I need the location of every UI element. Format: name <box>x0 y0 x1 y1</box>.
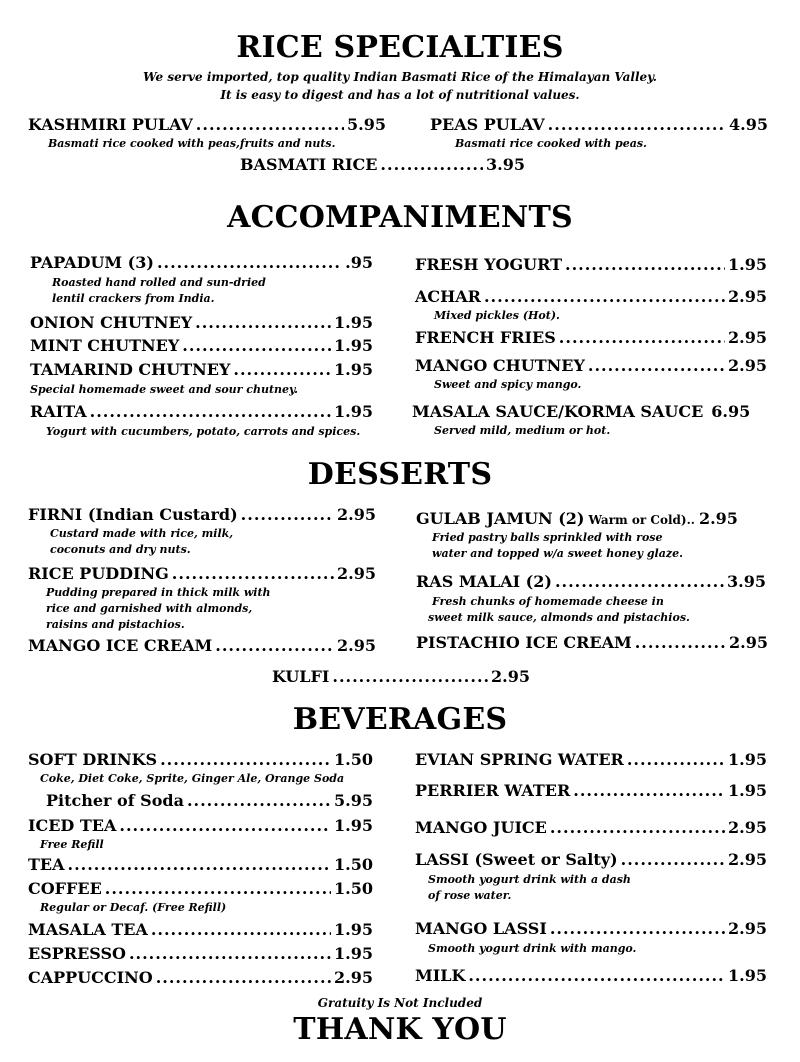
item-price: 1.95 <box>334 313 373 332</box>
item-price: .95 <box>345 253 373 272</box>
item-name: ESPRESSO <box>28 944 126 963</box>
thank-you-heading: THANK YOU <box>293 1012 507 1047</box>
item-description: of rose water. <box>428 889 512 902</box>
menu-item-gulab-jamun <box>416 509 766 528</box>
item-name: KASHMIRI PULAV <box>28 115 193 134</box>
desserts-title: DESSERTS <box>307 457 493 492</box>
rice-subtitle-1: We serve imported, top quality Indian Basmati Rice of the Himalayan Valley. <box>143 70 657 84</box>
gratuity-note: Gratuity Is Not Included <box>317 996 483 1010</box>
item-name: CAPPUCCINO <box>28 968 153 987</box>
menu-item-mango-juice <box>415 818 767 837</box>
menu-item-fresh-yogurt <box>415 255 767 274</box>
menu-item-masala-tea <box>28 920 373 939</box>
item-name: MANGO CHUTNEY <box>415 356 585 375</box>
menu-item-pitcher-of-soda <box>46 791 373 810</box>
item-description: sweet milk sauce, almonds and pistachios. <box>428 611 690 624</box>
item-name: MINT CHUTNEY <box>30 336 180 355</box>
item-price: 1.95 <box>728 966 767 985</box>
item-name: SOFT DRINKS <box>28 750 158 769</box>
item-price: 1.95 <box>334 920 373 939</box>
item-name: PERRIER WATER <box>415 781 571 800</box>
item-price: 1.50 <box>334 750 373 769</box>
item-price: 1.95 <box>334 336 373 355</box>
item-description: Mixed pickles (Hot). <box>434 309 560 322</box>
item-description: Free Refill <box>40 838 104 851</box>
menu-item-cappuccino <box>28 968 373 987</box>
item-price: 1.50 <box>334 879 373 898</box>
item-price: 2.95 <box>728 328 767 347</box>
menu-item-ras-malai <box>416 572 766 591</box>
menu-item-onion-chutney <box>30 313 373 332</box>
menu-item-raita <box>30 402 373 421</box>
item-note: Warm or Cold).. <box>588 513 695 527</box>
menu-item-mango-chutney <box>415 356 767 375</box>
menu-item-espresso <box>28 944 373 963</box>
menu-item-milk <box>415 966 767 985</box>
item-name: RICE PUDDING <box>28 564 169 583</box>
item-description: rice and garnished with almonds, <box>46 602 253 615</box>
item-name: TAMARIND CHUTNEY <box>30 360 231 379</box>
item-description: Fresh chunks of homemade cheese in <box>432 595 664 608</box>
rice-title: RICE SPECIALTIES <box>236 30 564 65</box>
menu-item-perrier <box>415 781 767 800</box>
item-name: MANGO JUICE <box>415 818 547 837</box>
item-description: Smooth yogurt drink with a dash <box>428 873 631 886</box>
item-price: 3.95 <box>727 572 766 591</box>
item-name: MILK <box>415 966 466 985</box>
item-name: KULFI <box>272 667 330 686</box>
item-price: 4.95 <box>729 115 768 134</box>
item-name: FIRNI (Indian Custard) <box>28 505 238 524</box>
menu-item-evian <box>415 750 767 769</box>
item-price: 2.95 <box>728 287 767 306</box>
item-price: 5.95 <box>347 115 386 134</box>
menu-item-kashmiri-pulav <box>28 115 386 134</box>
item-description: Roasted hand rolled and sun-dried <box>52 276 266 289</box>
menu-item-papadum <box>30 253 373 272</box>
item-price: 2.95 <box>337 636 376 655</box>
item-price: 2.95 <box>728 919 767 938</box>
item-description: lentil crackers from India. <box>52 292 215 305</box>
accompaniments-title: ACCOMPANIMENTS <box>227 200 573 235</box>
item-name: PISTACHIO ICE CREAM <box>416 633 632 652</box>
item-price: 1.95 <box>334 944 373 963</box>
item-price: 1.95 <box>334 402 373 421</box>
item-description: Fried pastry balls sprinkled with rose <box>432 531 663 544</box>
item-description: Special homemade sweet and sour chutney. <box>30 383 299 396</box>
item-name: GULAB JAMUN (2) <box>416 509 585 528</box>
menu-item-peas-pulav <box>430 115 768 134</box>
item-name: COFFEE <box>28 879 102 898</box>
item-price: 3.95 <box>486 155 525 174</box>
item-name: PEAS PULAV <box>430 115 545 134</box>
item-description: Pudding prepared in thick milk with <box>46 586 271 599</box>
item-description: coconuts and dry nuts. <box>50 543 191 556</box>
item-name: ICED TEA <box>28 816 117 835</box>
item-price: 2.95 <box>334 968 373 987</box>
item-name: MANGO LASSI <box>415 919 547 938</box>
item-description: Coke, Diet Coke, Sprite, Ginger Ale, Orange Soda <box>40 772 345 785</box>
item-price: 1.95 <box>334 816 373 835</box>
item-price: 2.95 <box>491 667 530 686</box>
item-name: ACHAR <box>415 287 481 306</box>
item-name: LASSI (Sweet or Salty) <box>415 850 618 869</box>
menu-item-kulfi <box>272 667 530 686</box>
menu-item-tamarind-chutney <box>30 360 373 379</box>
menu-item-french-fries <box>415 328 767 347</box>
item-price: 1.95 <box>728 781 767 800</box>
menu-item-mint-chutney <box>30 336 373 355</box>
item-description: Basmati rice cooked with peas,fruits and nuts. <box>48 137 336 150</box>
menu-item-mango-lassi <box>415 919 767 938</box>
item-name: MASALA SAUCE/KORMA SAUCE <box>412 402 704 421</box>
menu-item-soft-drinks <box>28 750 373 769</box>
item-price: 2.95 <box>728 356 767 375</box>
item-description: Custard made with rice, milk, <box>50 527 234 540</box>
menu-item-masala-sauce <box>412 402 769 421</box>
item-price: 2.95 <box>698 509 738 528</box>
item-price: 2.95 <box>337 505 376 524</box>
item-price: 1.50 <box>334 855 373 874</box>
item-name: RAS MALAI (2) <box>416 572 552 591</box>
menu-item-tea <box>28 855 373 874</box>
beverages-title: BEVERAGES <box>292 702 508 737</box>
item-name: Pitcher of Soda <box>46 791 184 810</box>
item-description: Smooth yogurt drink with mango. <box>428 942 637 955</box>
item-price: 2.95 <box>728 818 767 837</box>
item-name: TEA <box>28 855 65 874</box>
item-name: RAITA <box>30 402 87 421</box>
item-description: water and topped w/a sweet honey glaze. <box>432 547 683 560</box>
menu-item-firni <box>28 505 376 524</box>
item-price: 1.95 <box>728 255 767 274</box>
item-name: PAPADUM (3) <box>30 253 154 272</box>
menu-item-rice-pudding <box>28 564 376 583</box>
item-price: 6.95 <box>711 402 751 421</box>
item-name: FRESH YOGURT <box>415 255 562 274</box>
item-name: MASALA TEA <box>28 920 148 939</box>
item-price: 1.95 <box>728 750 767 769</box>
menu-item-pistachio-ice-cream <box>416 633 768 652</box>
menu-item-coffee <box>28 879 373 898</box>
item-price: 2.95 <box>728 850 767 869</box>
item-price: 2.95 <box>337 564 376 583</box>
menu-item-iced-tea <box>28 816 373 835</box>
item-description: raisins and pistachios. <box>46 618 185 631</box>
item-price: 1.95 <box>334 360 373 379</box>
menu-item-mango-ice-cream <box>28 636 376 655</box>
item-name: EVIAN SPRING WATER <box>415 750 624 769</box>
item-description: Basmati rice cooked with peas. <box>455 137 647 150</box>
menu-item-lassi <box>415 850 767 869</box>
menu-item-basmati-rice <box>240 155 525 174</box>
item-name: FRENCH FRIES <box>415 328 556 347</box>
item-description: Served mild, medium or hot. <box>434 424 611 437</box>
item-description: Regular or Decaf. (Free Refill) <box>40 901 227 914</box>
item-name: BASMATI RICE <box>240 155 378 174</box>
rice-subtitle-2: It is easy to digest and has a lot of nutritional values. <box>220 88 580 102</box>
item-description: Yogurt with cucumbers, potato, carrots and spices. <box>46 425 361 438</box>
item-name: MANGO ICE CREAM <box>28 636 213 655</box>
item-description: Sweet and spicy mango. <box>434 378 582 391</box>
item-price: 2.95 <box>729 633 768 652</box>
item-name: ONION CHUTNEY <box>30 313 193 332</box>
menu-item-achar <box>415 287 767 306</box>
item-price: 5.95 <box>334 791 373 810</box>
